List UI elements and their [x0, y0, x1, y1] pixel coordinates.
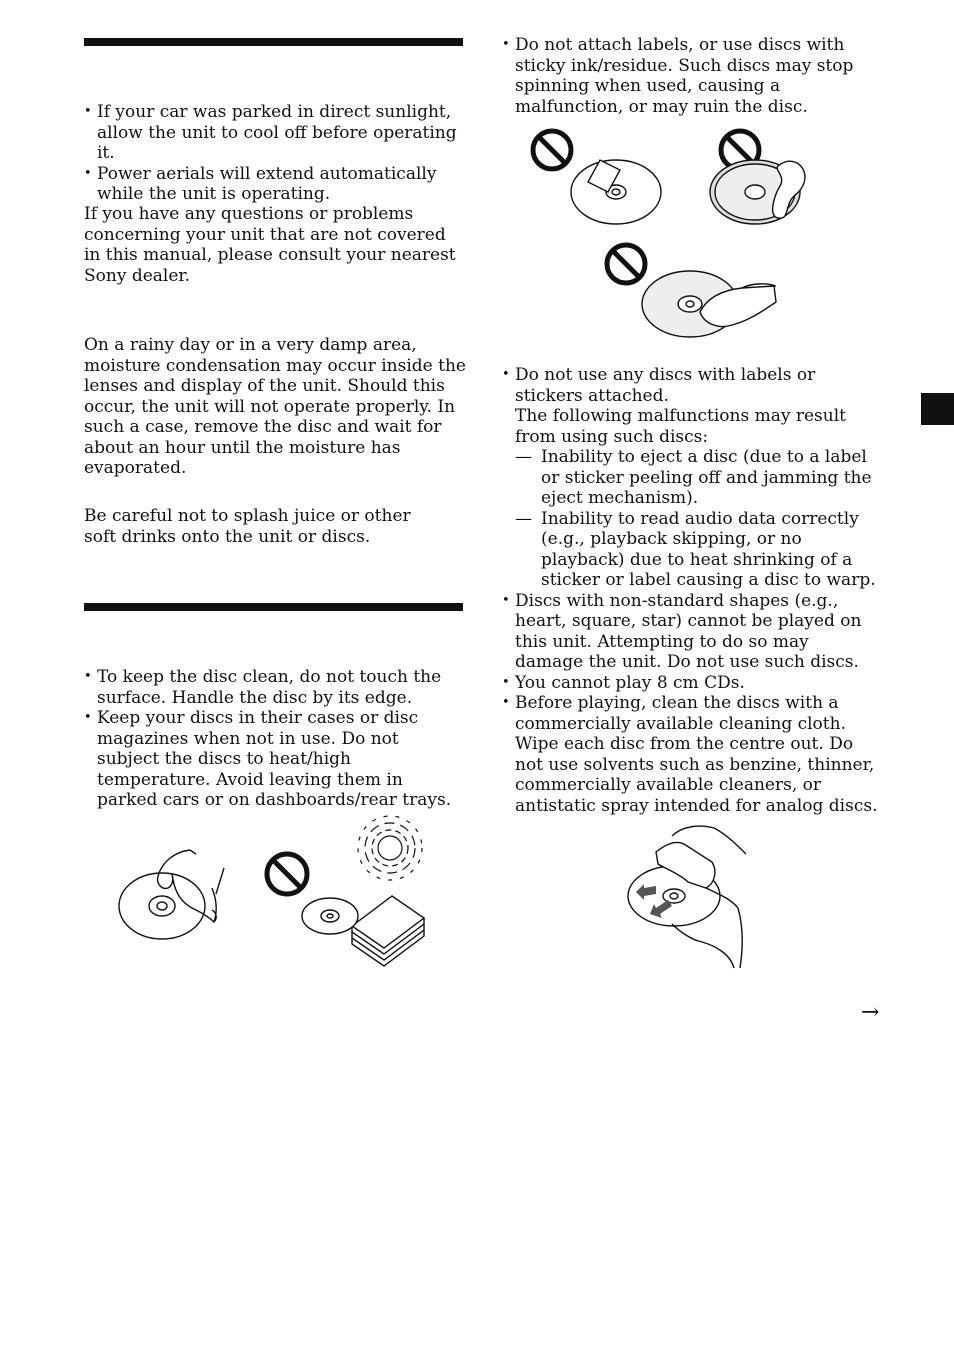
condensation-paragraph: On a rainy day or in a very damp area, moisture condensation may occur inside the lenses and display of the unit. Should this occur, the unit will not operate properly. In such a case, remove the disc and wait for about an hour until the moisture has evaporated.: [84, 335, 466, 478]
list-item: • Power aerials will extend automatically while the unit is operating.: [84, 164, 464, 205]
dash-mark: —: [515, 508, 532, 529]
malfunction-item: [515, 447, 882, 509]
list-item: • Keep your discs in their cases or disc magazines when not in use. Do not subject the discs to heat/high temperature. Avoid leaving them in parked cars or on dashboards/rear trays.: [84, 708, 452, 811]
labels-warning-list: [502, 35, 877, 117]
list-item: • Discs with non-standard shapes (e.g., heart, square, star) cannot be played on this unit. Attempting to do so may damage the unit. Do not use such discs.: [502, 591, 882, 673]
malfunction-text: Inability to read audio data correctly (e.g., playback skipping, or no playback) due to heat shrinking of a sticker or label causing a disc to warp.: [541, 508, 876, 590]
disc-icon: [119, 873, 205, 939]
malfunction-item: [515, 509, 882, 591]
list-item: • You cannot play 8 cm CDs.: [502, 673, 882, 694]
sun-heat-icon: [358, 816, 422, 880]
malfunctions-intro: The following malfunctions may result from using such discs:: [515, 406, 846, 447]
peeling-sticker-disc-icon: [710, 160, 805, 224]
splash-paragraph: Be careful not to splash juice or other soft drinks onto the unit or discs.: [84, 506, 411, 547]
prohibited-discs-illustration: [528, 126, 788, 342]
top-bullet-list: [84, 102, 464, 205]
section-rule-top: [84, 38, 463, 46]
prohibition-icon: [267, 854, 307, 894]
prohibition-icon: [607, 245, 645, 283]
list-item: [502, 365, 882, 591]
disc-handling-illustration: [112, 818, 432, 978]
stickers-bullet-text: • Do not use any discs with labels or stickers attached.: [515, 365, 816, 406]
malfunction-text: Inability to eject a disc (due to a label or sticker peeling off and jamming the eject mechanism).: [541, 447, 872, 508]
list-item: • Do not attach labels, or use discs with sticky ink/residue. Such discs may stop spinning when used, causing a malfunction, or may ruin the disc.: [502, 35, 877, 117]
section-rule-disc-notes: [84, 603, 463, 611]
sticky-disc-icon: [642, 271, 776, 337]
prohibition-icon: [533, 131, 571, 169]
disc-notes-list: [84, 667, 452, 811]
continued-arrow: →: [861, 1000, 880, 1025]
disc-with-label-icon: [571, 160, 661, 224]
list-item: • Before playing, clean the discs with a commercially available cleaning cloth. Wipe each disc from the centre out. Do not use solvents such as benzine, thinner, commercially available cleaners, or antistatic spray intended for analog discs.: [502, 693, 882, 816]
page-thumb-tab: [921, 393, 954, 425]
dash-mark: —: [515, 447, 532, 467]
stickers-warning-list: [502, 365, 882, 816]
list-item: • If your car was parked in direct sunlight, allow the unit to cool off before operating it.: [84, 102, 464, 164]
disc-cases-icon: [302, 896, 424, 966]
list-item: • To keep the disc clean, do not touch the surface. Handle the disc by its edge.: [84, 667, 452, 708]
questions-paragraph: If you have any questions or problems concerning your unit that are not covered in this manual, please consult your nearest Sony dealer.: [84, 204, 456, 286]
disc-cleaning-illustration: [622, 822, 762, 972]
